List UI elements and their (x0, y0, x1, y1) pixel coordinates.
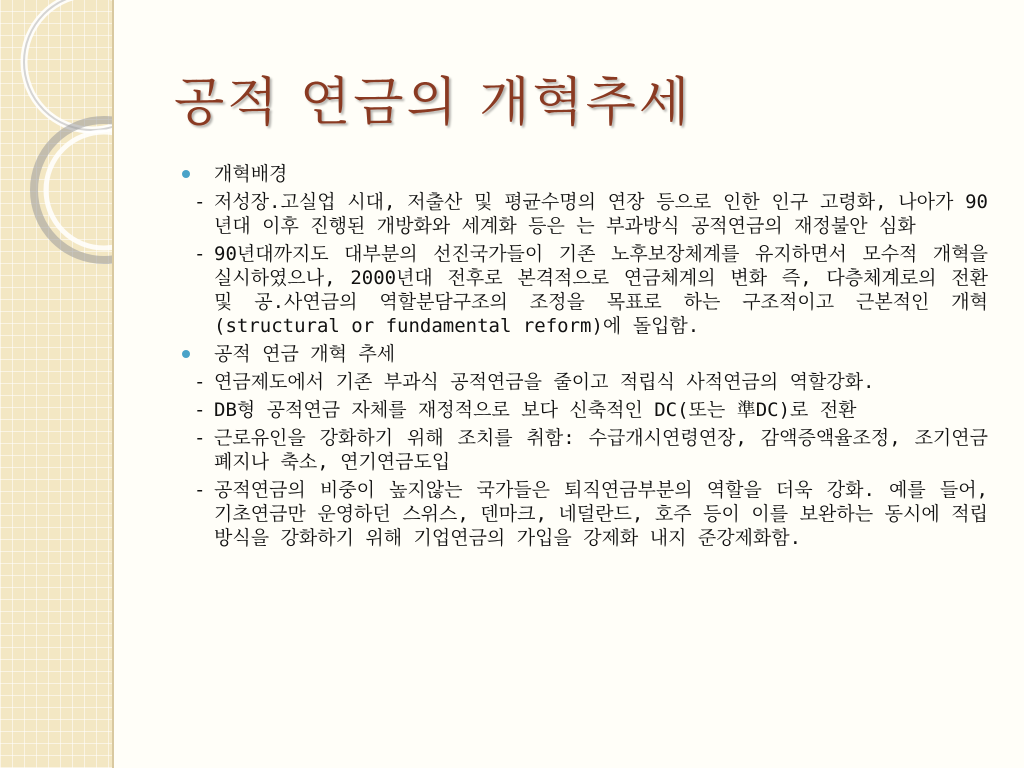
list-item-text: 저성장.고실업 시대, 저출산 및 평균수명의 연장 등으로 인한 인구 고령화, 나아가 90년대 이후 진행된 개방화와 세계화 등은 는 부과방식 공적연금의 재정불안 심화 (214, 191, 988, 237)
dash-icon: - (194, 399, 206, 421)
slide-title: 공적 연금의 개혁추세 (174, 73, 693, 133)
bullet-dot-icon (182, 350, 190, 358)
list-item-text: 90년대까지도 대부분의 선진국가들이 기존 노후보장체계를 유지하면서 모수적 개혁을 실시하였으나, 2000년대 전후로 본격적으로 연금체계의 변화 즉, 다층체계로의 전환 및 공.사연금의 역할분담구조의 조정을 목표로 하는 구조적이고 근본적인 개혁(structural or fundamental reform)에 돌입함. (214, 243, 988, 337)
list-item-text: 근로유인을 강화하기 위해 조치를 취함: 수급개시연령연장, 감액증액율조정, 조기연금폐지나 축소, 연기연금도입 (214, 427, 988, 473)
list-item (182, 242, 988, 338)
dash-icon: - (194, 243, 206, 265)
slide-body (182, 162, 988, 554)
list-item-text: 공적연금의 비중이 높지않는 국가들은 퇴직연금부분의 역할을 더욱 강화. 예를 들어, 기초연금만 운영하던 스위스, 덴마크, 네덜란드, 호주 등이 이를 보완하는 동시에 적립방식을 강화하기 위해 기업연금의 가입을 강제화 내지 준강제화함. (214, 479, 988, 549)
dash-icon: - (194, 191, 206, 213)
list-item (182, 426, 988, 474)
list-item (182, 370, 988, 394)
decorative-side-panel (0, 0, 112, 768)
dash-icon: - (194, 479, 206, 501)
dash-icon: - (194, 371, 206, 393)
list-item-text: DB형 공적연금 자체를 재정적으로 보다 신축적인 DC(또는 準DC)로 전환 (214, 399, 857, 421)
dash-icon: - (194, 427, 206, 449)
section-heading-reform-background (182, 162, 988, 186)
list-item (182, 478, 988, 550)
decorative-circles (0, 0, 112, 768)
list-item (182, 190, 988, 238)
section-heading-text: 공적 연금 개혁 추세 (214, 343, 396, 365)
list-item (182, 398, 988, 422)
section-heading-text: 개혁배경 (214, 163, 288, 185)
panel-divider (112, 0, 114, 768)
list-item-text: 연금제도에서 기존 부과식 공적연금을 줄이고 적립식 사적연금의 역할강화. (214, 371, 875, 393)
section-heading-reform-trend (182, 342, 988, 366)
bullet-dot-icon (182, 170, 190, 178)
